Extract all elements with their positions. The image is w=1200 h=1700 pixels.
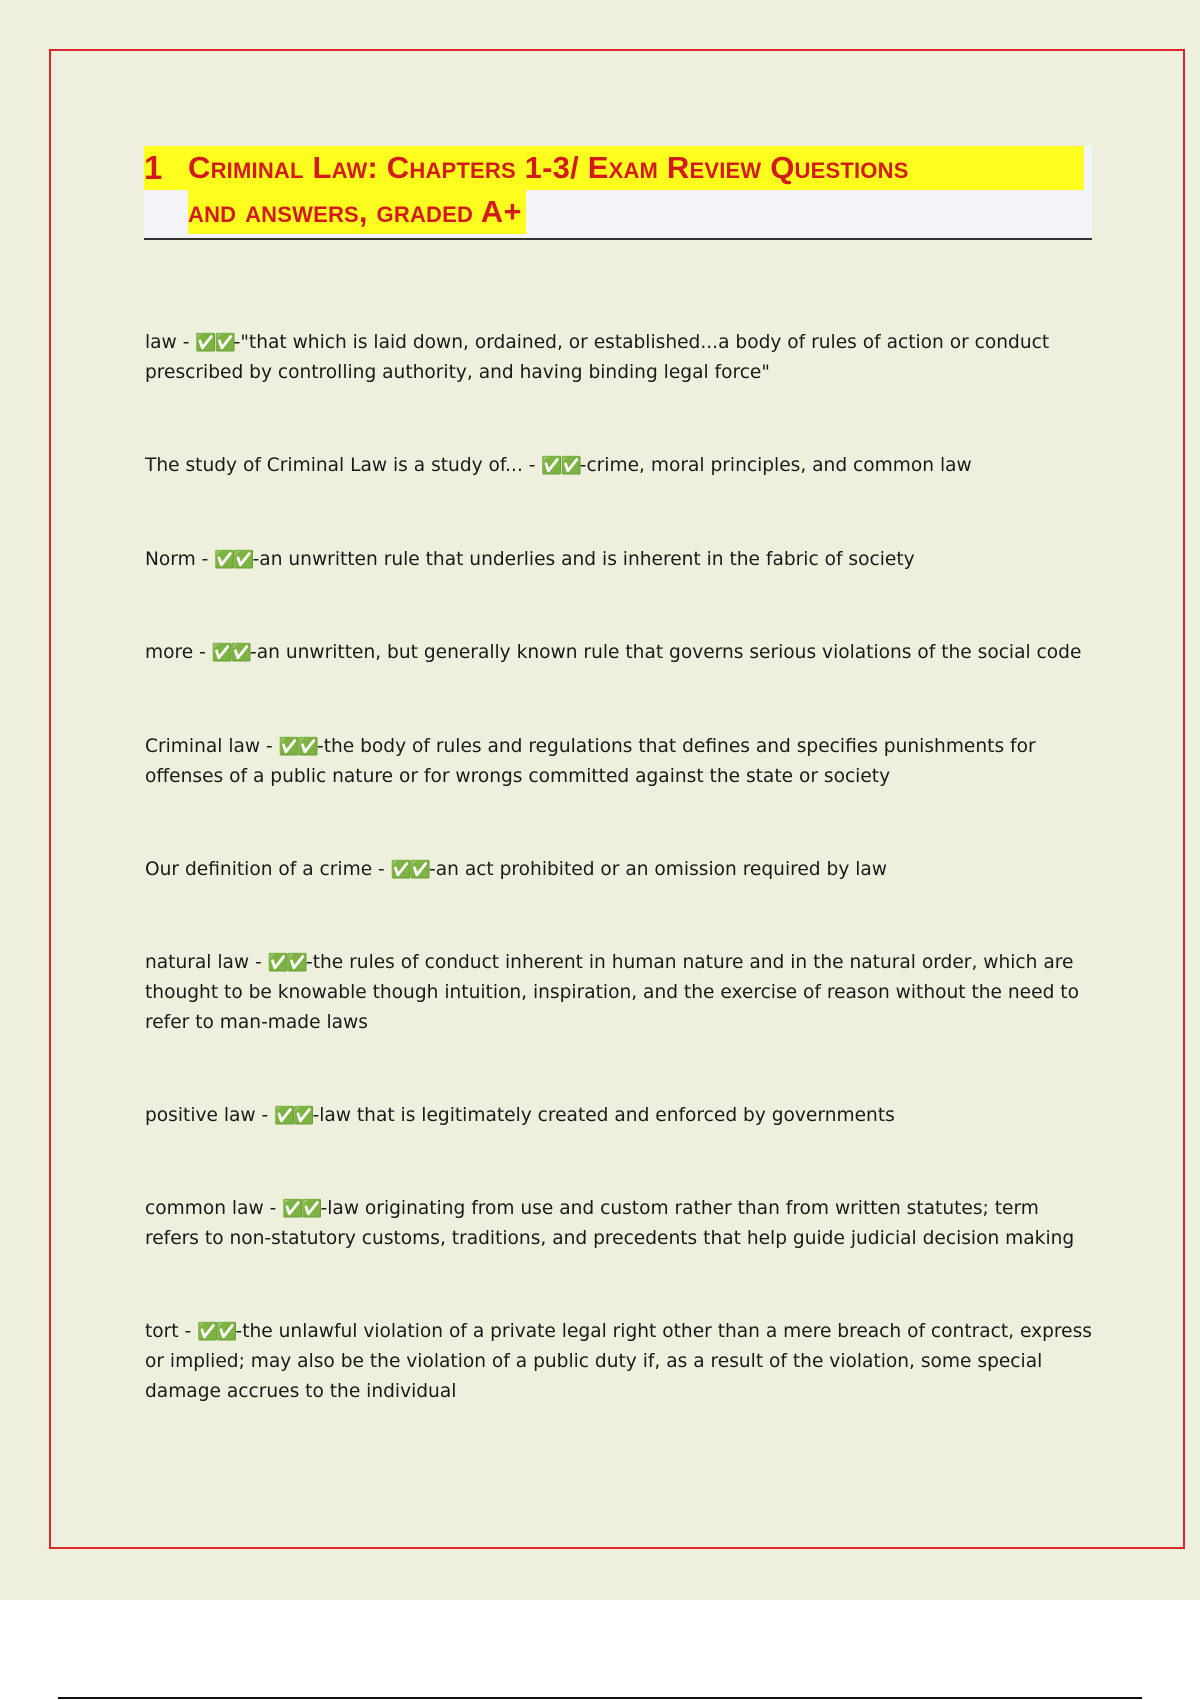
separator: -: [176, 332, 196, 353]
separator: -: [249, 952, 268, 973]
double-check-icon: ✅✅: [278, 737, 317, 757]
flashcard-entry: [145, 948, 1095, 1038]
definition: -law that is legitimately created and enforced by governments: [312, 1105, 895, 1126]
term: law: [145, 332, 177, 353]
term: Criminal law: [145, 736, 261, 757]
flashcard-entry: [145, 1317, 1095, 1407]
definition: -the body of rules and regulations that defines and specifies punishments for offenses of a public nature or for wrongs committed against the state or society: [145, 736, 1036, 787]
separator: -: [522, 455, 542, 476]
title-line-2: [188, 190, 526, 234]
separator: -: [193, 642, 212, 663]
term: positive law: [145, 1105, 256, 1126]
double-check-icon: ✅✅: [282, 1199, 321, 1219]
double-check-icon: ✅✅: [267, 953, 307, 973]
flashcard-entry: [145, 328, 1095, 388]
double-check-icon: ✅✅: [195, 333, 234, 353]
flashcard-entry: [145, 732, 1095, 792]
term: natural law: [145, 952, 250, 973]
term: Norm: [145, 549, 196, 570]
flashcard-entry: [145, 451, 1095, 481]
double-check-icon: ✅✅: [274, 1106, 313, 1126]
double-check-icon: ✅✅: [214, 550, 253, 570]
term: tort: [145, 1321, 179, 1342]
definition: -"that which is laid down, ordained, or established...a body of rules of action or conduct prescribed by controlling authority, and having binding legal force": [145, 332, 1050, 383]
heading-number: 1: [144, 149, 163, 186]
separator: -: [372, 859, 391, 880]
term: more: [145, 642, 194, 663]
separator: -: [260, 736, 279, 757]
definition: -an unwritten, but generally known rule that governs serious violations of the social code: [250, 642, 1082, 663]
flashcard-entry: [145, 545, 1095, 575]
separator: -: [263, 1198, 283, 1219]
separator: -: [255, 1105, 275, 1126]
page-title: [144, 146, 1092, 240]
double-check-icon: ✅✅: [211, 643, 251, 663]
title-text-line-2: and answers, graded A+: [188, 194, 522, 229]
double-check-icon: ✅✅: [390, 860, 430, 880]
title-text-line-1: Criminal Law: Chapters 1-3/ Exam Review Questions: [188, 150, 909, 185]
term: Our definition of a crime: [145, 859, 373, 880]
separator: -: [178, 1321, 198, 1342]
definition: -an unwritten rule that underlies and is inherent in the fabric of society: [252, 549, 915, 570]
double-check-icon: ✅✅: [541, 456, 580, 476]
separator: -: [195, 549, 215, 570]
flashcard-entry: [145, 855, 1095, 885]
definition: -an act prohibited or an omission required by law: [429, 859, 887, 880]
definition: -law originating from use and custom rather than from written statutes; term refers to non-statutory customs, traditions, and precedents that help guide judicial decision making: [145, 1198, 1075, 1249]
title-line-1: [144, 146, 1084, 190]
term: The study of Criminal Law is a study of...: [145, 455, 523, 476]
flashcard-entry: [145, 1101, 1095, 1131]
definition: -crime, moral principles, and common law: [579, 455, 972, 476]
flashcard-entry: [145, 638, 1095, 668]
double-check-icon: ✅✅: [197, 1322, 236, 1342]
flashcard-entry: [145, 1194, 1095, 1254]
definition: -the rules of conduct inherent in human nature and in the natural order, which are thought to be knowable though intuition, inspiration, and the exercise of reason without the need to refer to man-made laws: [145, 952, 1079, 1033]
footer-rule: [58, 1697, 1142, 1699]
term: common law: [145, 1198, 264, 1219]
definition: -the unlawful violation of a private legal right other than a mere breach of contract, express or implied; may also be the violation of a public duty if, as a result of the violation, some special damage accrues to the individual: [145, 1321, 1092, 1402]
